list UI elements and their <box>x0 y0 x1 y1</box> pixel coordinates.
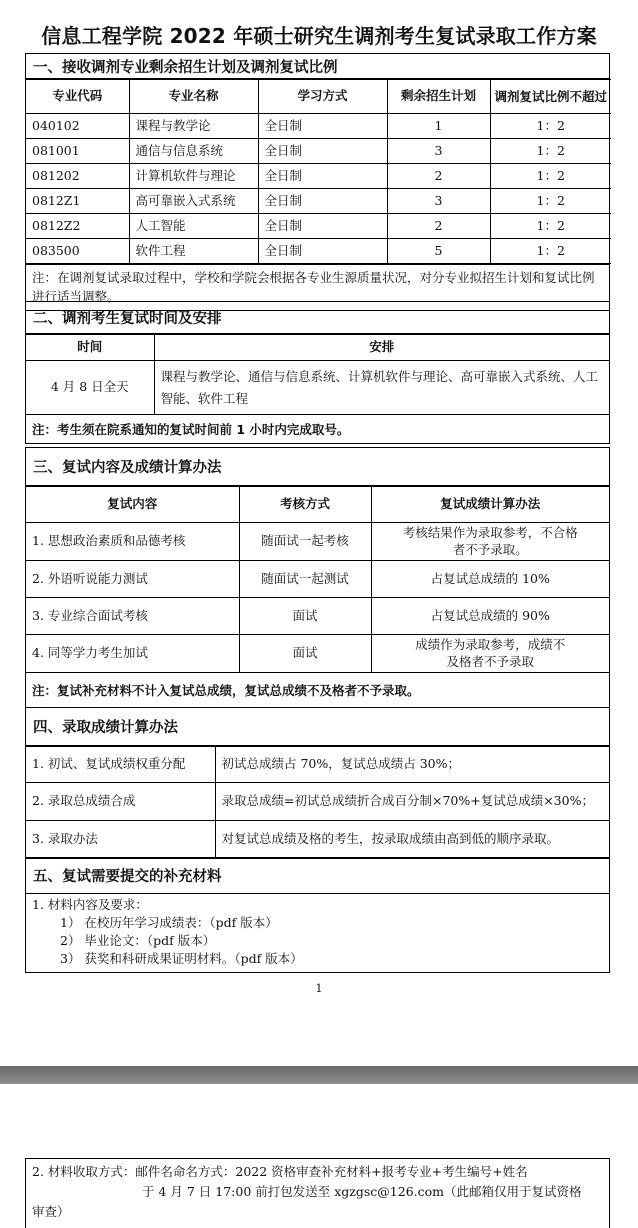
major-name: 人工智能 <box>129 214 258 239</box>
major-code: 040102 <box>26 114 129 139</box>
col-score-method: 复试成绩计算办法 <box>371 487 609 523</box>
study-mode: 全日制 <box>258 139 387 164</box>
score-method: 占复试总成绩的 90% <box>371 598 609 635</box>
table-row <box>26 747 609 783</box>
col-remaining-quota: 剩余招生计划 <box>387 80 490 114</box>
retest-ratio: 1：2 <box>490 189 611 214</box>
table-row <box>26 139 611 164</box>
remaining-quota: 3 <box>387 189 490 214</box>
assessment-method: 随面试一起考核 <box>239 523 371 561</box>
major-name: 通信与信息系统 <box>129 139 258 164</box>
admission-score-table <box>26 746 609 859</box>
table-row <box>26 561 609 598</box>
col-assessment-method: 考核方式 <box>239 487 371 523</box>
col-time: 时间 <box>26 335 154 361</box>
study-mode: 全日制 <box>258 164 387 189</box>
table-row <box>26 189 611 214</box>
retest-content: 1. 思想政治素质和品德考核 <box>26 523 239 561</box>
major-code: 0812Z1 <box>26 189 129 214</box>
retest-ratio: 1：2 <box>490 214 611 239</box>
major-code: 081202 <box>26 164 129 189</box>
remaining-quota: 2 <box>387 214 490 239</box>
materials-requirement-title: 1. 材料内容及要求： <box>32 897 148 912</box>
admission-detail: 对复试总成绩及格的考生，按录取成绩由高到低的顺序录取。 <box>215 821 609 859</box>
section-1-heading: 一、接收调剂专业剩余招生计划及调剂复试比例 <box>26 54 609 79</box>
retest-ratio: 1：2 <box>490 239 611 264</box>
remaining-quota: 2 <box>387 164 490 189</box>
remaining-quota: 3 <box>387 139 490 164</box>
admission-detail: 初试总成绩占 70%，复试总成绩占 30%； <box>215 747 609 783</box>
section-5 <box>25 857 610 973</box>
supplementary-materials <box>26 894 609 972</box>
major-code: 083500 <box>26 239 129 264</box>
major-code: 0812Z2 <box>26 214 129 239</box>
col-retest-ratio: 调剂复试比例不超过 <box>490 80 611 114</box>
table-row <box>26 635 609 673</box>
list-item: 1） 在校历年学习成绩表：（pdf 版本） <box>60 915 278 931</box>
major-name: 计算机软件与理论 <box>129 164 258 189</box>
score-method: 考核结果作为录取参考，不合格者不予录取。 <box>371 523 609 561</box>
retest-content: 4. 同等学力考生加试 <box>26 635 239 673</box>
table-row <box>26 361 609 415</box>
retest-content: 3. 专业综合面试考核 <box>26 598 239 635</box>
table-row <box>26 164 611 189</box>
section-4 <box>25 707 610 859</box>
col-major-code: 专业代码 <box>26 80 129 114</box>
list-item: 3） 获奖和科研成果证明材料。（pdf 版本） <box>60 951 303 967</box>
remaining-quota: 1 <box>387 114 490 139</box>
page-number: 1 <box>315 982 323 995</box>
quota-header-row <box>26 80 611 114</box>
table-row <box>26 114 611 139</box>
section-2-heading: 二、调剂考生复试时间及安排 <box>26 302 609 334</box>
table-row <box>26 214 611 239</box>
major-code: 081001 <box>26 139 129 164</box>
admission-item: 1. 初试、复试成绩权重分配 <box>26 747 215 783</box>
col-retest-content: 复试内容 <box>26 487 239 523</box>
section-4-heading: 四、录取成绩计算办法 <box>26 708 609 746</box>
major-name: 高可靠嵌入式系统 <box>129 189 258 214</box>
retest-ratio: 1：2 <box>490 139 611 164</box>
quota-table <box>26 79 611 264</box>
major-name: 软件工程 <box>129 239 258 264</box>
admission-detail: 录取总成绩=初试总成绩折合成百分制×70%+复试总成绩×30%； <box>215 783 609 821</box>
study-mode: 全日制 <box>258 114 387 139</box>
section-2-note: 注：考生须在院系通知的复试时间前 1 小时内完成取号。 <box>26 415 609 444</box>
study-mode: 全日制 <box>258 214 387 239</box>
retest-content-table <box>26 486 609 673</box>
materials-collection-box <box>25 1158 610 1228</box>
retest-ratio: 1：2 <box>490 114 611 139</box>
assessment-method: 随面试一起测试 <box>239 561 371 598</box>
schedule-arrangement: 课程与教学论、通信与信息系统、计算机软件与理论、高可靠嵌入式系统、人工智能、软件工程 <box>154 361 609 415</box>
retest-header-row <box>26 487 609 523</box>
section-3-heading: 三、复试内容及成绩计算办法 <box>26 448 609 486</box>
section-3 <box>25 447 610 708</box>
score-method: 占复试总成绩的 10% <box>371 561 609 598</box>
table-row <box>26 523 609 561</box>
table-row <box>26 821 609 859</box>
collection-method-line-2: 于 4 月 7 日 17:00 前打包发送至 xgzgsc@126.com（此邮箱仅用于复试资格 <box>142 1184 582 1199</box>
collection-method-line-1: 2. 材料收取方式：邮件名命名方式：2022 资格审查补充材料+报考专业+考生编号+姓名 <box>32 1164 528 1179</box>
retest-content: 2. 外语听说能力测试 <box>26 561 239 598</box>
remaining-quota: 5 <box>387 239 490 264</box>
table-row <box>26 239 611 264</box>
document-title: 信息工程学院 2022 年硕士研究生调剂考生复试录取工作方案 <box>41 24 597 48</box>
study-mode: 全日制 <box>258 189 387 214</box>
schedule-time: 4 月 8 日全天 <box>26 361 154 415</box>
retest-ratio: 1：2 <box>490 164 611 189</box>
admission-item: 2. 录取总成绩合成 <box>26 783 215 821</box>
document-page-2 <box>0 1084 638 1228</box>
page-separator <box>0 1066 638 1084</box>
assessment-method: 面试 <box>239 598 371 635</box>
table-row <box>26 598 609 635</box>
col-arrangement: 安排 <box>154 335 609 361</box>
section-1 <box>25 53 610 311</box>
section-5-heading: 五、复试需要提交的补充材料 <box>26 858 609 894</box>
admission-item: 3. 录取办法 <box>26 821 215 859</box>
section-3-note: 注：复试补充材料不计入复试总成绩，复试总成绩不及格者不予录取。 <box>26 673 609 708</box>
list-item: 2） 毕业论文：（pdf 版本） <box>60 933 216 949</box>
schedule-table <box>26 334 609 415</box>
assessment-method: 面试 <box>239 635 371 673</box>
col-study-mode: 学习方式 <box>258 80 387 114</box>
section-2 <box>25 301 610 444</box>
col-major-name: 专业名称 <box>129 80 258 114</box>
section-1-note: 注：在调剂复试录取过程中，学校和学院会根据各专业生源质量状况，对分专业拟招生计划和复试比例进行适当调整。 <box>26 264 609 311</box>
score-method: 成绩作为录取参考，成绩不及格者不予录取 <box>371 635 609 673</box>
collection-method-line-3: 审查） <box>32 1204 70 1219</box>
schedule-header-row <box>26 335 609 361</box>
study-mode: 全日制 <box>258 239 387 264</box>
major-name: 课程与教学论 <box>129 114 258 139</box>
table-row <box>26 783 609 821</box>
